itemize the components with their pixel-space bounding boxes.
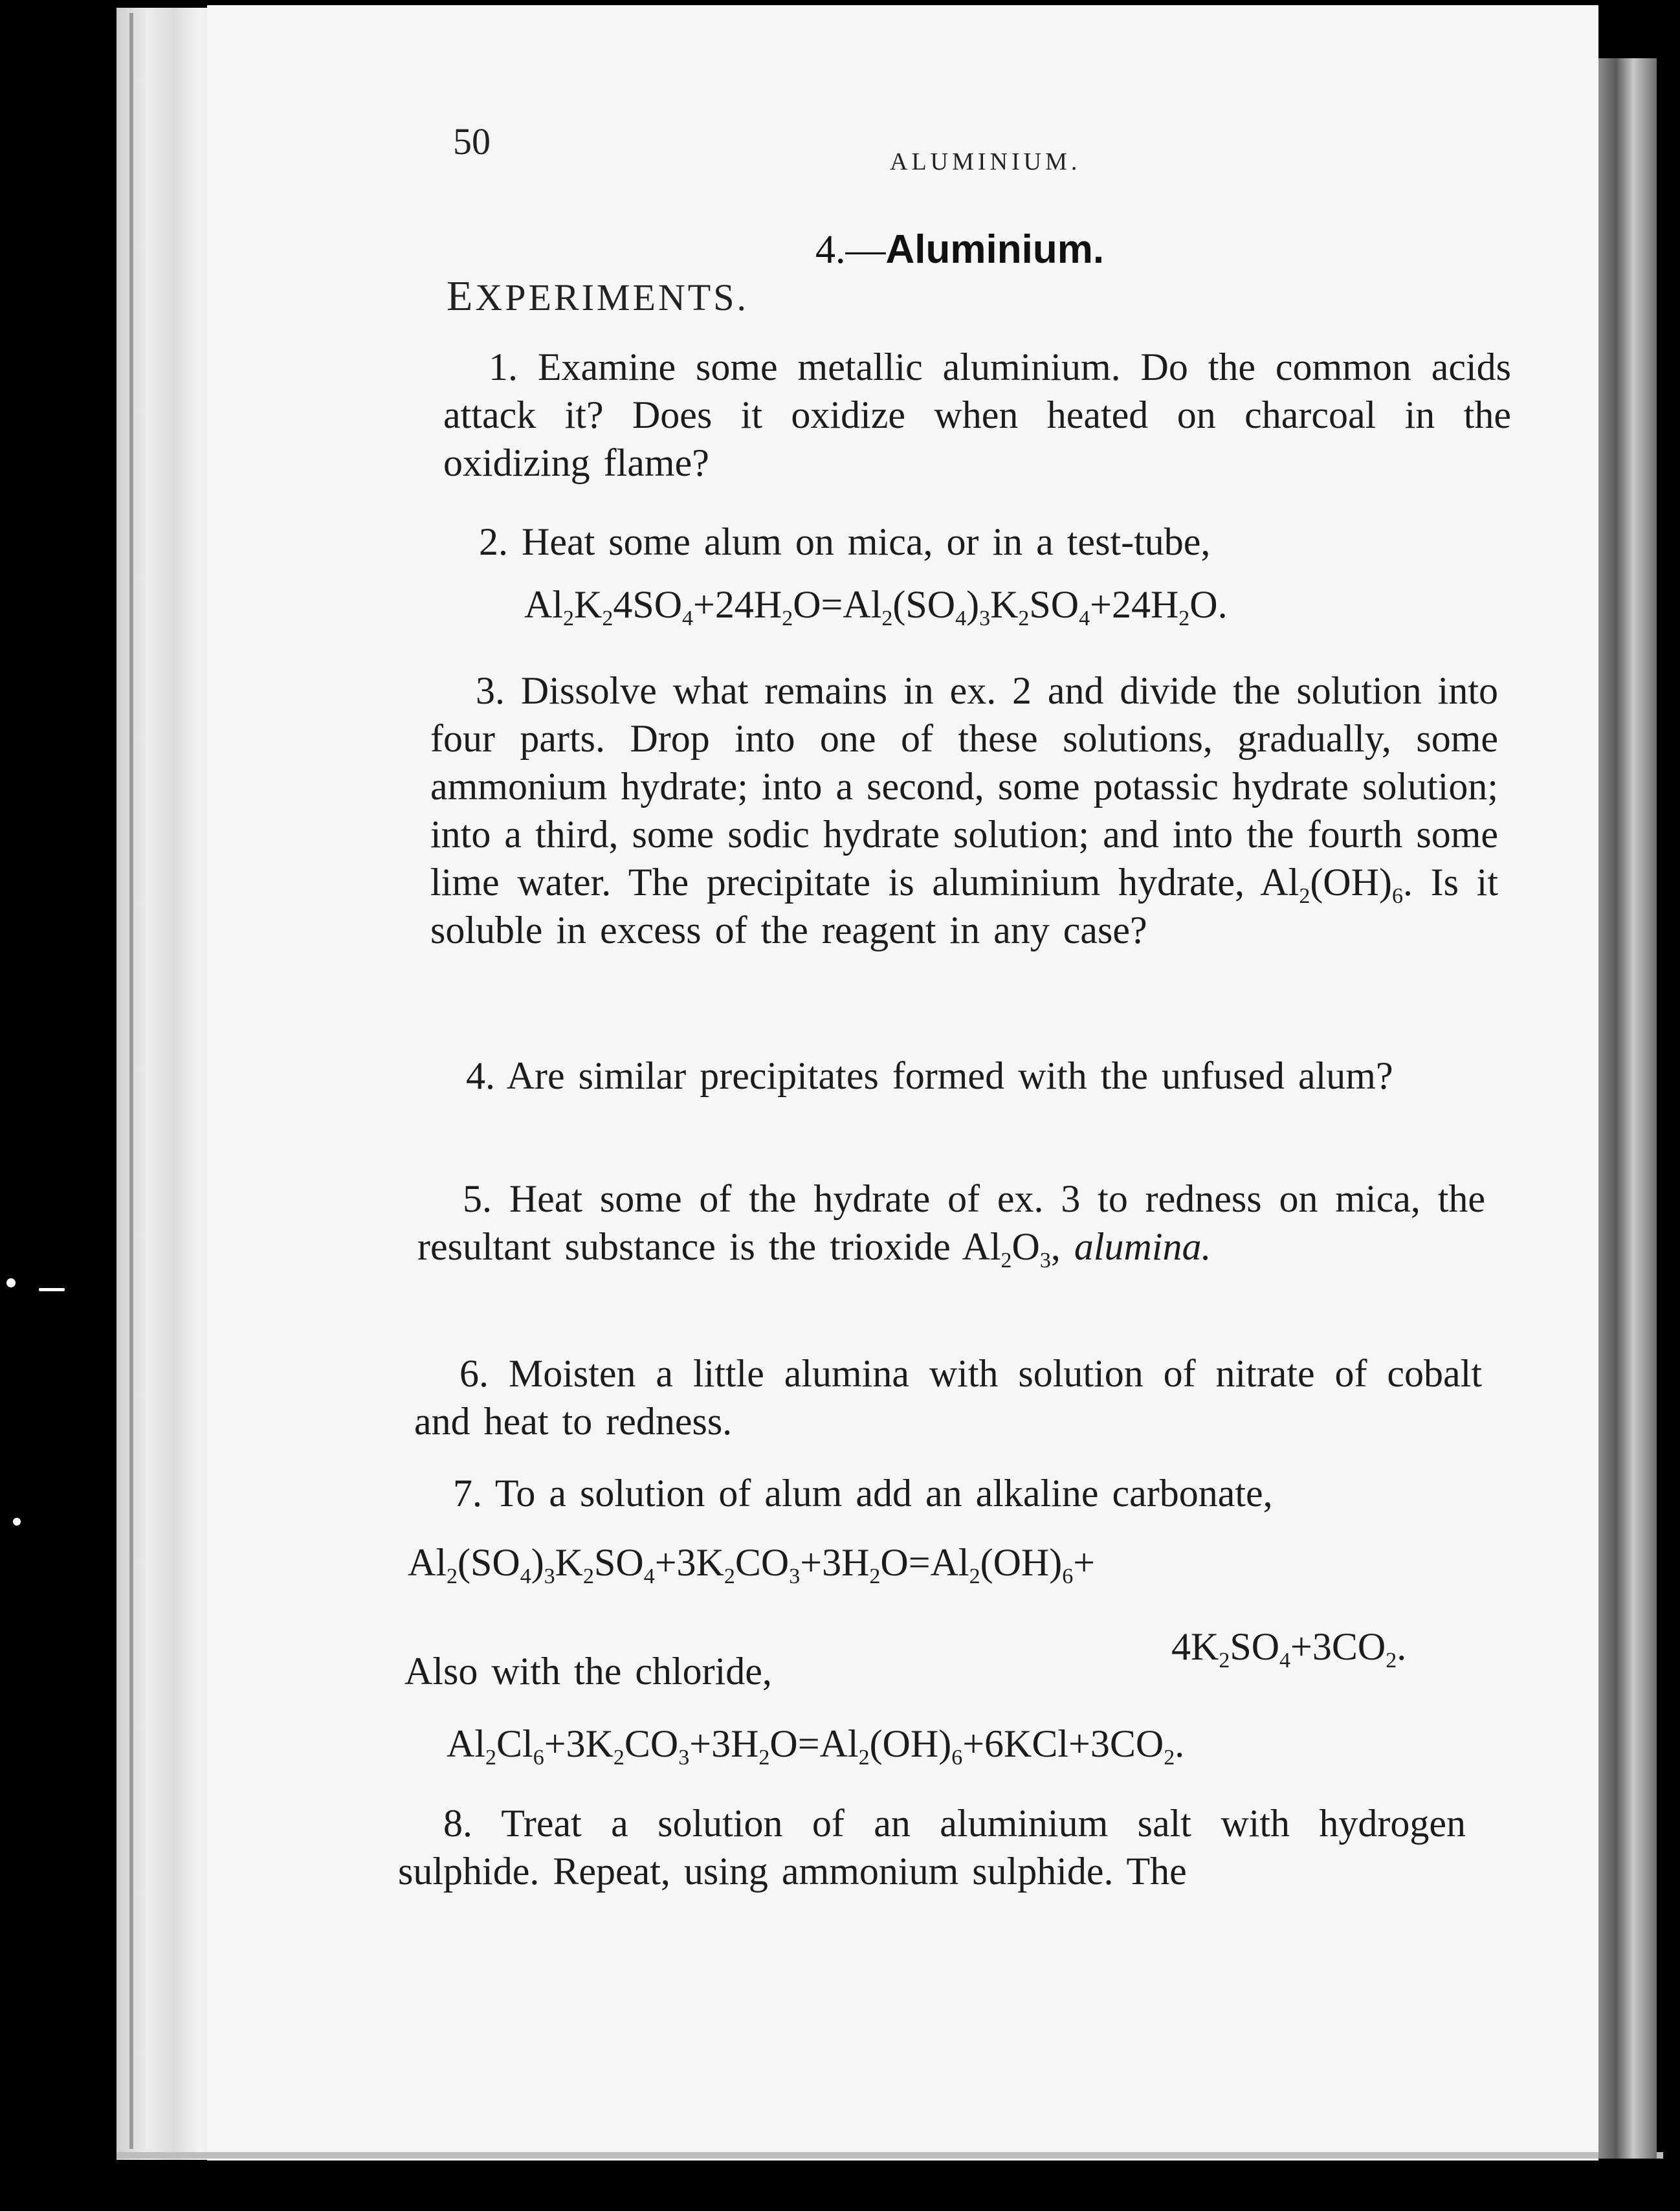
experiment-5-italic: alumina. (1074, 1225, 1211, 1268)
experiment-6-text: 6. Moisten a little alumina with solution of nitrate of cobalt and heat to redness. (414, 1352, 1482, 1443)
experiment-1 (443, 343, 1511, 487)
formula-2-line-1: $Al_2(SO_4)_3K_2SO_4+3K_2CO_3+3H_2O=Al_2(OH)_6+$ (408, 1541, 1096, 1588)
experiment-2-text: 2. Heat some alum on mica, or in a test-tube, (479, 520, 1211, 563)
experiment-7-also-text: Also with the chloride, (404, 1650, 772, 1693)
page-bottom-edge (116, 2152, 1663, 2159)
formula-carbonate-line-2 (1171, 1625, 1407, 1672)
book-spine-shadow (1598, 58, 1657, 2159)
formula-carbonate-line-1 (408, 1540, 1096, 1588)
experiment-3-end: Is it soluble in excess of the reagent in any case? (430, 861, 1498, 951)
experiment-4 (421, 1052, 1488, 1100)
formula-alum-dehydration (524, 583, 1228, 630)
experiment-1-text: 1. Examine some metallic aluminium. Do the common acids attack it? Does it oxidize when heated on charcoal in the oxidizing flame? (443, 346, 1511, 484)
page-stack-line (129, 13, 133, 2149)
experiment-7-text: 7. To a solution of alum add an alkaline carbonate, (453, 1472, 1273, 1515)
scan-speck (6, 1278, 16, 1287)
experiment-7-also (404, 1647, 1181, 1695)
experiments-heading (447, 272, 749, 321)
scan-speck (39, 1288, 65, 1291)
experiment-3: 3. Dissolve what remains in ex. 2 and divide the solution into four parts. Drop into one of these solutions, gradually, some ammonium hydrate; into a second, some potassic hydrate solution; into a third, some sodic hydrate solution; and into the fourth some lime water. The precipitate is aluminium hydrate, $Al_2(OH)_6$. Is it soluble in excess of the reagent in any case? (430, 669, 1498, 951)
experiment-4-text: 4. Are similar precipitates formed with the unfused alum? (466, 1054, 1393, 1097)
section-name: Aluminium. (885, 227, 1105, 272)
formula-1-text: $Al_2K_24SO_4+24H_2O=Al_2(SO_4)_3K_2SO_4+24H_2O$. (524, 583, 1228, 630)
formula-3-text: $Al_2Cl_6+3K_2CO_3+3H_2O=Al_2(OH)_6+6KCl+3CO_2$. (447, 1722, 1185, 1770)
section-title (815, 227, 1104, 273)
scan-speck (13, 1518, 21, 1526)
experiment-3-text: 3. Dissolve what remains in ex. 2 and divide the solution into four parts. Drop into one of these solutions, gradually, some ammonium hydrate; into a second, some potassic hydrate solution; into a third, some sodic hydrate solution; and into the fourth some lime water. The precipitate is aluminium hydrate, (430, 669, 1498, 904)
section-number: 4.— (815, 228, 886, 272)
experiments-heading-rest: XPERIMENTS. (475, 276, 749, 318)
experiment-8-text: 8. Treat a solution of an aluminium salt with hydrogen sulphide. Repeat, using ammonium sulphide. The (398, 1802, 1466, 1893)
experiment-7 (408, 1469, 1476, 1517)
experiment-8 (398, 1799, 1466, 1895)
experiments-heading-initial: E (447, 272, 476, 320)
running-title: ALUMINIUM. (890, 148, 1081, 175)
formula-chloride (447, 1722, 1185, 1770)
experiment-5-text: 5. Heat some of the hydrate of ex. 3 to redness on mica, the resultant substance is the trioxide (417, 1177, 1485, 1268)
formula-2-line-2: $4K_2SO_4+3CO_2$. (1171, 1625, 1407, 1672)
experiment-6 (414, 1350, 1482, 1445)
page-number: 50 (453, 120, 491, 162)
experiment-5: 5. Heat some of the hydrate of ex. 3 to redness on mica, the resultant substance is the trioxide $Al_2O_3$, alumina. (417, 1177, 1485, 1272)
experiment-2 (434, 518, 1501, 566)
